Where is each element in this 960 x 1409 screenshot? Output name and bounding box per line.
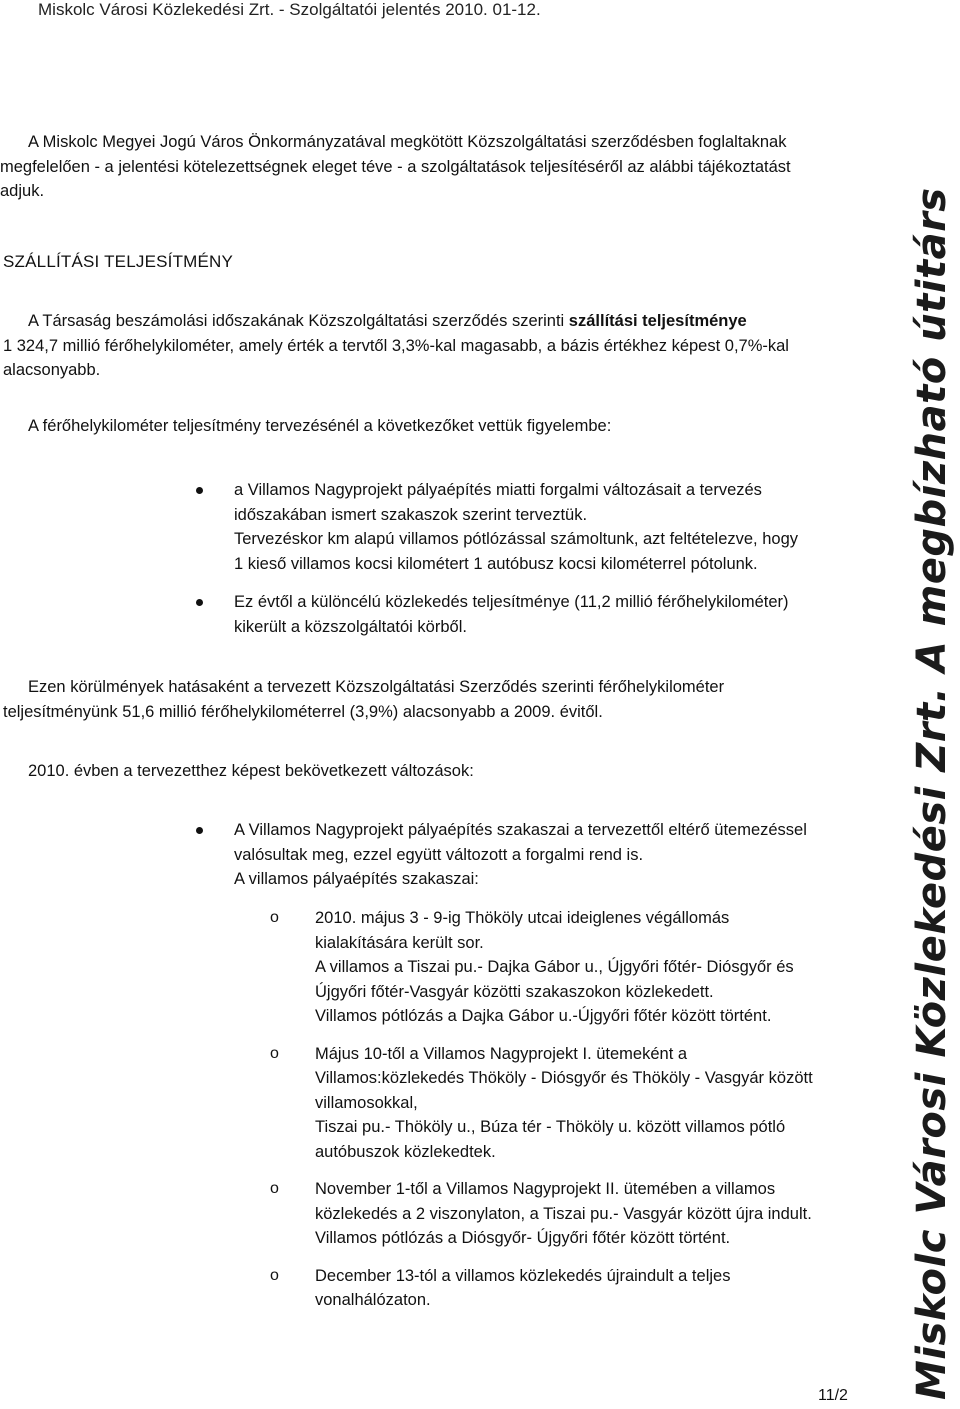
list-item-line: időszakában ismert szakaszok szerint terveztük. <box>234 505 588 524</box>
performance-text: A Társaság beszámolási időszakának Közszolgáltatási szerződés szerinti <box>28 312 569 330</box>
list-item-line: Villamos pótlózás a Dajka Gábor u.-Újgyőri főtér között történt. <box>315 1007 772 1025</box>
list-item-line: 2010. május 3 - 9-ig Thököly utcai ideiglenes végállomás <box>315 909 730 927</box>
list-item-line: kikerült a közszolgáltatói körből. <box>234 617 467 636</box>
list-item-line: közlekedés a 2 viszonylaton, a Tiszai pu.- Vasgyár között újra indult. <box>315 1204 812 1223</box>
list-item-line: 1 kieső villamos kocsi kilométert 1 autóbusz kocsi kilométerrel pótolunk. <box>234 554 758 573</box>
list-item <box>270 906 830 1029</box>
list-item-line: Villamos:közlekedés Thököly - Diósgyőr és Thököly - Vasgyár között <box>315 1069 813 1087</box>
list-item-line: A villamos a Tiszai pu.- Dajka Gábor u., Újgyőri főtér- Diósgyőr és <box>315 958 794 976</box>
list-item-line: Újgyőri főtér-Vasgyár közötti szakaszokon közlekedett. <box>315 982 714 1001</box>
intro-line: adjuk. <box>0 182 45 200</box>
changes-paragraph: 2010. évben a tervezetthez képest bekövetkezett változások: <box>28 762 474 780</box>
list-item-line: November 1-től a Villamos Nagyprojekt II. ütemében a villamos <box>315 1180 776 1198</box>
circle-bullet-icon: o <box>270 1044 279 1062</box>
intro-line: A Miskolc Megyei Jogú Város Önkormányzatával megkötött Közszolgáltatási szerződésben foglaltaknak <box>28 133 787 151</box>
bullet-icon <box>196 599 203 606</box>
list-item-line: A villamos pályaépítés szakaszai: <box>234 870 479 888</box>
list-item <box>195 478 845 576</box>
list-item-line: autóbuszok közlekedtek. <box>315 1142 496 1161</box>
result-line-2: teljesítményünk 51,6 millió férőhelykilométerrel (3,9%) alacsonyabb a 2009. évitől. <box>3 702 603 721</box>
list-item-line: Ez évtől a különcélú közlekedés teljesítménye (11,2 millió férőhelykilométer) <box>234 593 789 611</box>
planning-paragraph: A férőhelykilométer teljesítmény tervezésénél a következőket vettük figyelembe: <box>28 417 612 435</box>
list-item-line: December 13-tól a villamos közlekedés újraindult a teljes <box>315 1266 731 1285</box>
list-item-line: a Villamos Nagyprojekt pályaépítés miatti forgalmi változásait a tervezés <box>234 481 762 499</box>
changes-bullet-list <box>195 818 855 905</box>
bullet-icon <box>196 827 203 834</box>
list-item-line: Villamos pótlózás a Diósgyőr- Újgyőri főtér között történt. <box>315 1229 731 1247</box>
bullet-icon <box>196 487 203 494</box>
list-item-line: A Villamos Nagyprojekt pályaépítés szakaszai a tervezettől eltérő ütemezéssel <box>234 821 807 839</box>
performance-line-2: 1 324,7 millió férőhelykilométer, amely érték a tervtől 3,3%-kal magasabb, a bázis értékhez képest 0,7%-kal <box>3 336 789 355</box>
list-item-line: Május 10-től a Villamos Nagyprojekt I. ütemeként a <box>315 1044 688 1063</box>
intro-paragraph <box>0 130 878 204</box>
performance-paragraph <box>3 309 843 383</box>
list-item-line: vonalhálózaton. <box>315 1291 431 1309</box>
section-title: SZÁLLÍTÁSI TELJESÍTMÉNY <box>3 252 234 271</box>
result-line-1: Ezen körülmények hatásaként a tervezett Közszolgáltatási Szerződés szerinti férőhelykilométer <box>28 678 725 696</box>
performance-bold: szállítási teljesítménye <box>568 312 747 330</box>
list-item-line: villamosokkal, <box>315 1093 418 1112</box>
list-item <box>195 818 855 892</box>
list-item-line: kialakítására került sor. <box>315 933 484 952</box>
result-paragraph <box>3 675 843 724</box>
intro-line: megfelelően - a jelentési kötelezettségnek eleget téve - a szolgáltatások teljesítéséről az alábbi tájékoztatást <box>0 157 791 176</box>
page-number: 11/2 <box>818 1387 848 1404</box>
circle-bullet-icon: o <box>270 909 279 926</box>
list-item <box>270 1264 830 1313</box>
construction-phase-list <box>270 906 830 1326</box>
list-item-line: valósultak meg, ezzel együtt változott a forgalmi rend is. <box>234 845 644 864</box>
company-slogan-watermark: Miskolc Városi Közlekedési Zrt. A megbízható útitárs <box>909 187 955 1400</box>
circle-bullet-icon: o <box>270 1266 279 1284</box>
list-item <box>195 590 845 639</box>
list-item <box>270 1177 830 1251</box>
circle-bullet-icon: o <box>270 1180 279 1197</box>
performance-line-3: alacsonyabb. <box>3 361 101 379</box>
planning-bullet-list <box>195 478 845 652</box>
list-item-line: Tervezéskor km alapú villamos pótlózással számoltunk, azt feltételezve, hogy <box>234 530 799 548</box>
document-header: Miskolc Városi Közlekedési Zrt. - Szolgáltatói jelentés 2010. 01-12. <box>38 0 541 19</box>
list-item-line: Tiszai pu.- Thököly u., Búza tér - Thököly u. között villamos pótló <box>315 1118 786 1136</box>
performance-line-1 <box>3 309 843 334</box>
list-item <box>270 1042 830 1165</box>
